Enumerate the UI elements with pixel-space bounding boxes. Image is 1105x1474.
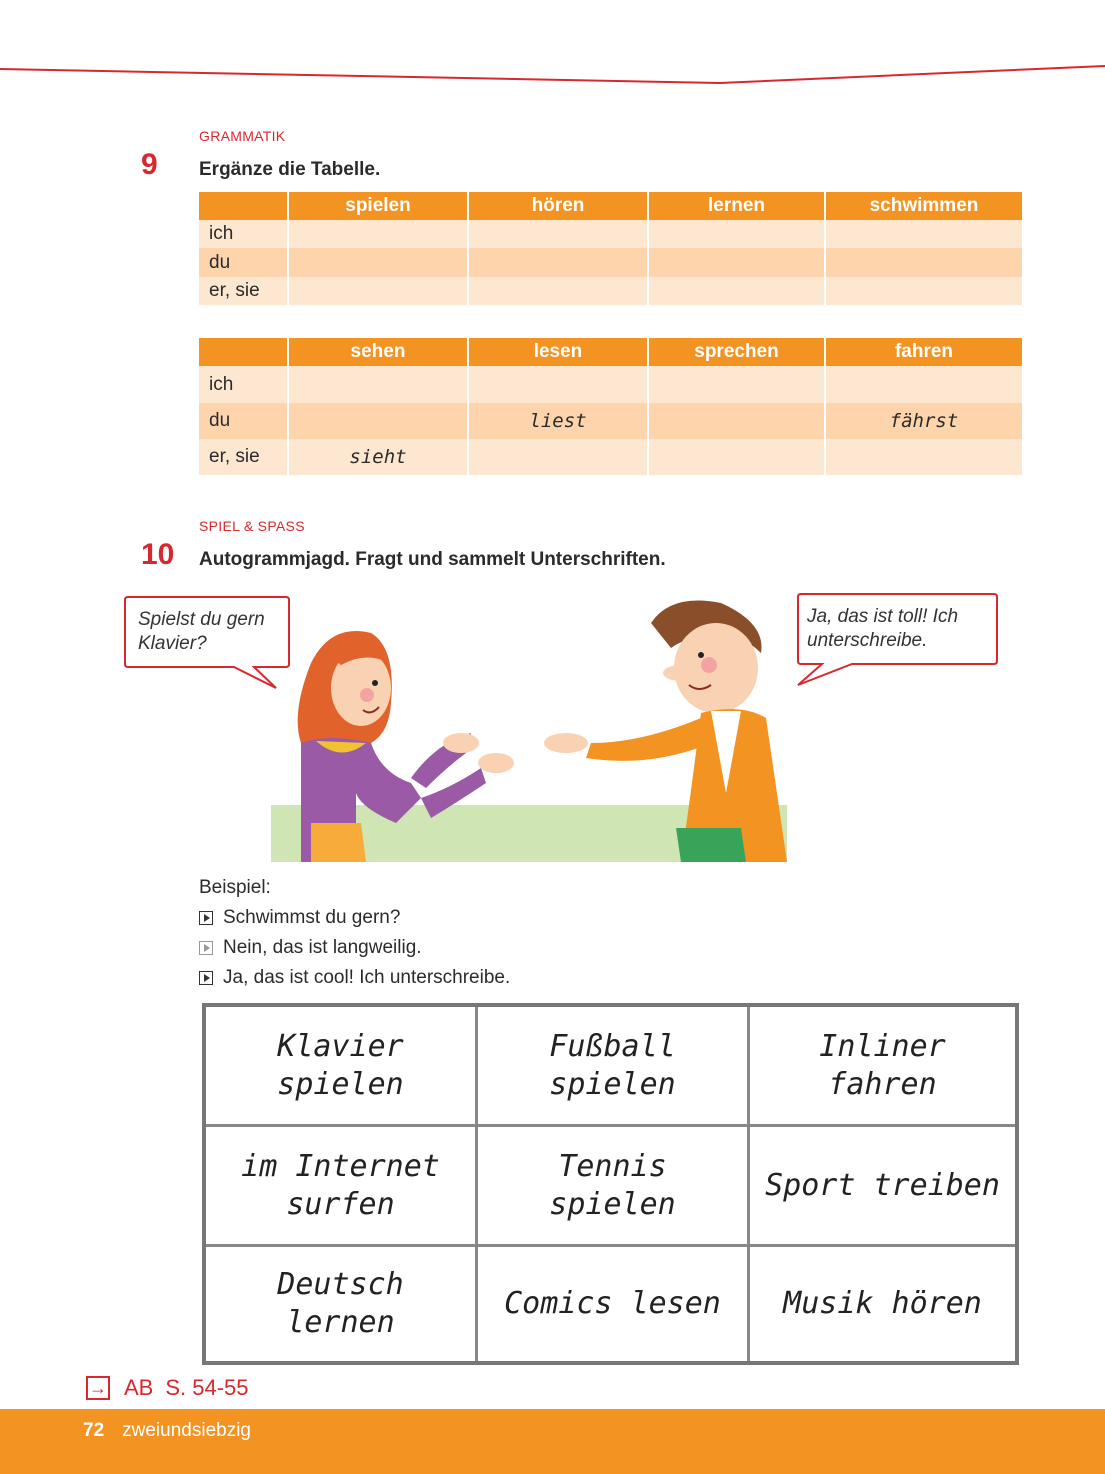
pronoun-cell: du — [199, 248, 288, 277]
answer-cell[interactable] — [468, 277, 648, 305]
header-cell: sprechen — [648, 338, 825, 366]
pronoun-cell: du — [199, 403, 288, 439]
header-cell — [199, 192, 288, 220]
answer-cell[interactable] — [648, 277, 825, 305]
header-cell: spielen — [288, 192, 468, 220]
speech-bubble-left — [124, 596, 290, 691]
pronoun-cell: er, sie — [199, 439, 288, 475]
answer-cell[interactable] — [825, 248, 1022, 277]
answer-cell[interactable] — [468, 220, 648, 248]
answer-cell[interactable] — [825, 439, 1022, 475]
grid-cell[interactable]: Fußball spielen — [478, 1007, 750, 1127]
table-header-row — [199, 192, 1022, 220]
answer-cell[interactable] — [468, 439, 648, 475]
workbook-label: AB — [124, 1375, 154, 1400]
grid-cell[interactable]: Klavier spielen — [206, 1007, 478, 1127]
pronoun-cell: ich — [199, 366, 288, 403]
grid-cell[interactable]: Comics lesen — [478, 1247, 750, 1361]
answer-cell[interactable] — [288, 403, 468, 439]
workbook-pages: S. 54-55 — [165, 1375, 249, 1400]
pronoun-cell: ich — [199, 220, 288, 248]
answer-cell[interactable]: liest — [468, 403, 648, 439]
header-cell: lesen — [468, 338, 648, 366]
example-line-text: Nein, das ist langweilig. — [223, 937, 422, 958]
header-cell — [199, 338, 288, 366]
bubble-right-text: Ja, das ist toll! Ich unterschreibe. — [807, 606, 959, 651]
header-cell: sehen — [288, 338, 468, 366]
exercise-number: 10 — [141, 538, 175, 571]
grid-cell[interactable]: Deutsch lernen — [206, 1247, 478, 1361]
grid-cell[interactable]: Tennis spielen — [478, 1127, 750, 1247]
answer-cell[interactable] — [288, 277, 468, 305]
bubble-left-text: Spielst du gern Klavier? — [138, 609, 265, 654]
page-number: 72 — [83, 1420, 105, 1441]
grid-cell[interactable]: im Internet surfen — [206, 1127, 478, 1247]
arrow-right-icon: → — [86, 1376, 110, 1400]
table-row — [199, 277, 1022, 305]
section-tag-spiel-spass: SPIEL & SPASS — [199, 518, 305, 534]
answer-cell[interactable] — [648, 366, 825, 403]
answer-cell[interactable] — [468, 248, 648, 277]
example-label: Beispiel: — [199, 877, 271, 898]
play-icon — [199, 911, 213, 925]
answer-cell[interactable] — [648, 220, 825, 248]
table-row — [199, 439, 1022, 475]
workbook-reference[interactable] — [86, 1375, 249, 1401]
answer-cell[interactable] — [825, 366, 1022, 403]
answer-cell[interactable] — [288, 366, 468, 403]
exercise-title: Ergänze die Tabelle. — [199, 159, 381, 180]
example-line-text: Schwimmst du gern? — [223, 907, 401, 928]
example-line — [199, 933, 510, 963]
example-line — [199, 903, 510, 933]
answer-cell[interactable] — [648, 248, 825, 277]
header-cell: fahren — [825, 338, 1022, 366]
header-cell: lernen — [648, 192, 825, 220]
answer-cell[interactable]: sieht — [288, 439, 468, 475]
grid-cell[interactable]: Musik hören — [783, 1286, 982, 1321]
answer-cell[interactable] — [648, 403, 825, 439]
answer-cell[interactable] — [288, 248, 468, 277]
page-footer — [0, 1409, 1105, 1474]
answer-cell[interactable] — [648, 439, 825, 475]
exercise-title: Autogrammjagd. Fragt und sammelt Unterschriften. — [199, 549, 666, 570]
table-row — [199, 220, 1022, 248]
pronoun-cell: er, sie — [199, 277, 288, 305]
play-icon — [199, 941, 213, 955]
answer-cell[interactable] — [288, 220, 468, 248]
header-cell: schwimmen — [825, 192, 1022, 220]
table-row — [199, 403, 1022, 439]
page-number-word: zweiundsiebzig — [122, 1420, 251, 1441]
answer-cell[interactable] — [825, 277, 1022, 305]
autograph-grid — [202, 1003, 1019, 1365]
conjugation-table-1 — [199, 192, 1022, 305]
answer-cell[interactable]: fährst — [825, 403, 1022, 439]
example-line-text: Ja, das ist cool! Ich unterschreibe. — [223, 967, 511, 988]
example-block — [199, 877, 510, 993]
table-row — [199, 366, 1022, 403]
header-rule — [0, 0, 1105, 100]
section-tag-grammatik: GRAMMATIK — [199, 128, 286, 144]
example-line — [199, 963, 510, 993]
grid-cell[interactable]: Sport treiben — [750, 1127, 1015, 1247]
answer-cell[interactable] — [468, 366, 648, 403]
exercise-number: 9 — [141, 148, 158, 181]
grid-cell[interactable]: Inliner fahren — [750, 1007, 1015, 1127]
conjugation-table-2 — [199, 338, 1022, 475]
table-row — [199, 248, 1022, 277]
speech-bubble-right — [797, 593, 998, 687]
answer-cell[interactable] — [825, 220, 1022, 248]
illustration-two-kids — [271, 593, 787, 862]
table-header-row — [199, 338, 1022, 366]
header-cell: hören — [468, 192, 648, 220]
play-icon — [199, 971, 213, 985]
